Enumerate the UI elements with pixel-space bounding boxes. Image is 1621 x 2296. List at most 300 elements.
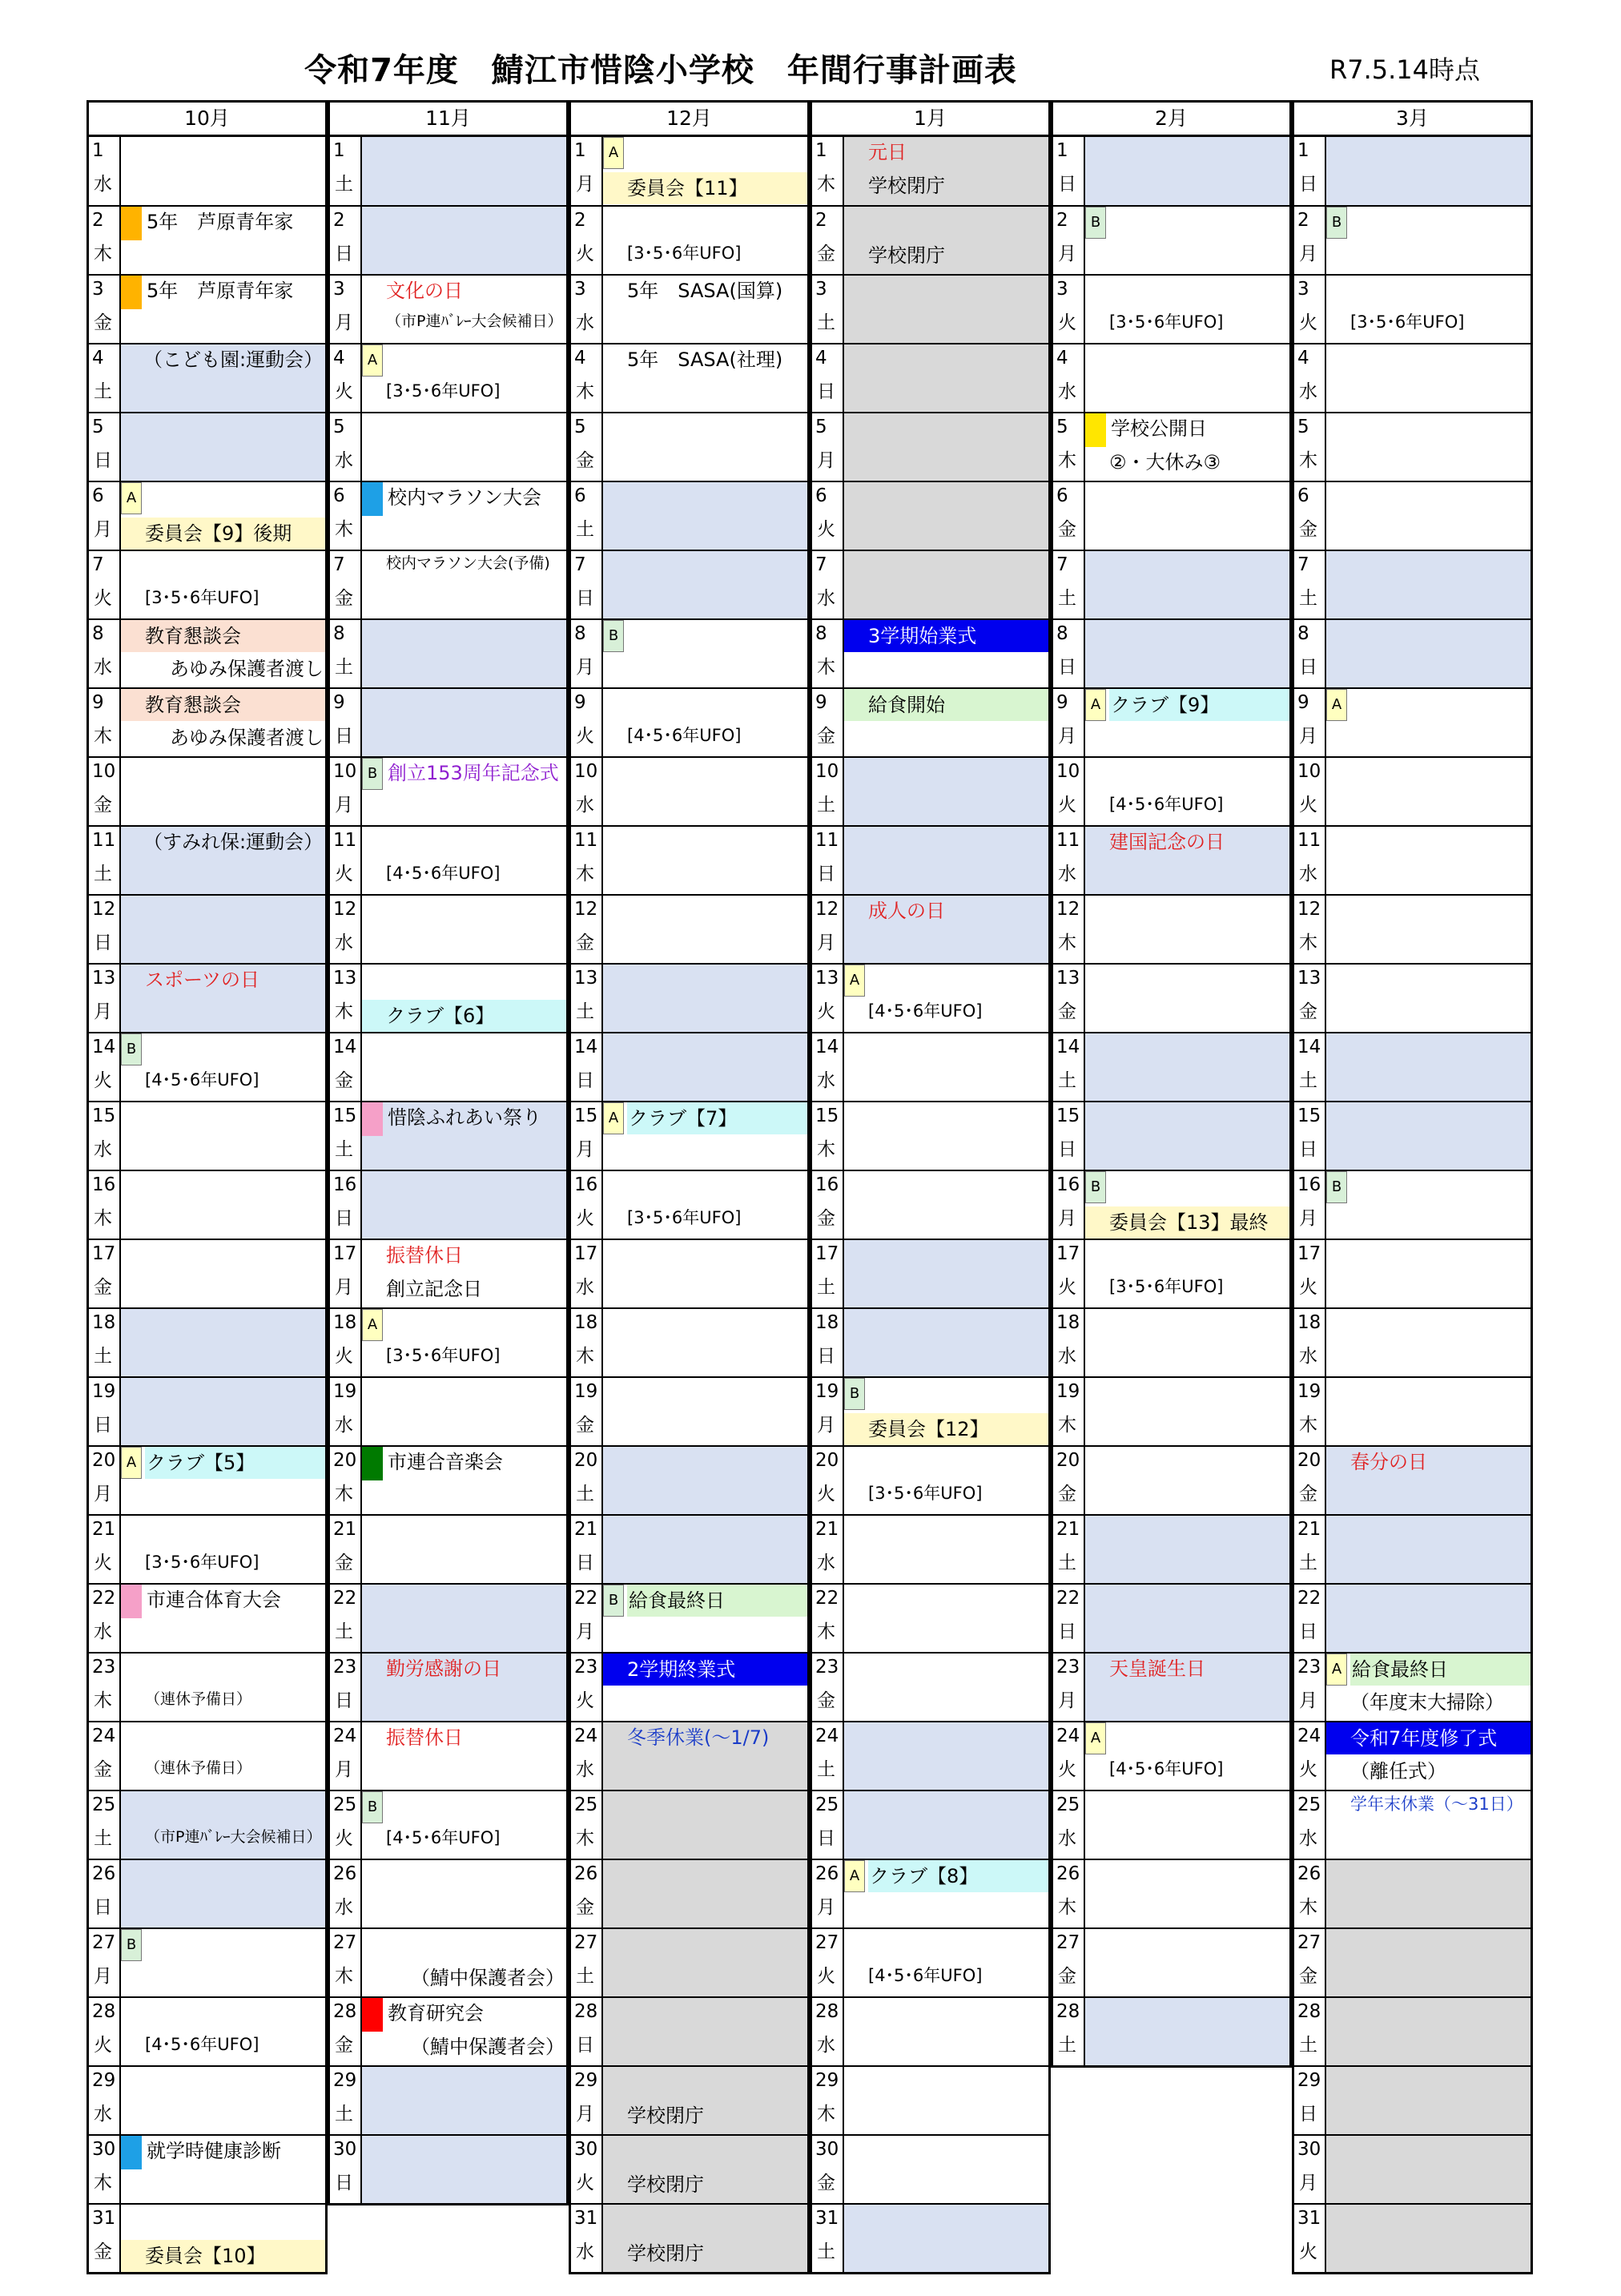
event-text: [4･5･6年UFO] <box>868 1966 983 1985</box>
day-number: 17 <box>574 1243 598 1264</box>
day-content <box>603 965 807 1032</box>
day-number: 31 <box>1297 2208 1321 2229</box>
day-label <box>571 1102 603 1170</box>
event-text: （市P連ﾊﾞﾚｰ大会候補日） <box>145 1828 322 1846</box>
day-number: 11 <box>574 830 598 851</box>
day-label <box>1294 482 1326 550</box>
day-row <box>89 343 325 412</box>
month-column-3 <box>569 100 810 2265</box>
day-number: 25 <box>333 1795 357 1815</box>
day-number: 2 <box>574 210 586 231</box>
day-row <box>89 1927 325 1996</box>
day-number: 25 <box>1056 1795 1080 1815</box>
weekday: 木 <box>335 1001 353 1022</box>
day-content <box>603 896 807 963</box>
group-marker-a: A <box>362 1309 383 1341</box>
weekday: 土 <box>817 2242 835 2262</box>
weekday: 金 <box>817 1208 835 1229</box>
day-row <box>330 137 566 205</box>
day-label <box>1053 137 1085 205</box>
weekday: 日 <box>817 864 835 884</box>
day-content <box>362 1929 566 1996</box>
day-label <box>571 551 603 618</box>
day-number: 9 <box>333 692 345 713</box>
day-number: 6 <box>574 485 586 506</box>
day-row <box>812 1583 1048 1652</box>
day-row <box>1053 412 1289 481</box>
day-content <box>844 276 1048 343</box>
weekday: 水 <box>1058 864 1076 884</box>
day-label <box>330 1033 362 1101</box>
day-label <box>89 207 121 274</box>
day-row <box>89 687 325 756</box>
day-number: 30 <box>1297 2139 1321 2160</box>
day-row <box>1053 618 1289 687</box>
weekday: 日 <box>1299 174 1317 195</box>
event-text: 校内マラソン大会(予備) <box>386 554 550 572</box>
day-content <box>1326 2205 1530 2272</box>
day-label <box>812 2136 844 2203</box>
day-row <box>89 1101 325 1170</box>
day-content <box>362 965 566 1032</box>
day-content <box>844 1722 1048 1790</box>
weekday: 金 <box>94 1277 112 1298</box>
day-label <box>89 344 121 412</box>
event-text: （年度末大掃除） <box>1350 1691 1504 1714</box>
day-content <box>844 207 1048 274</box>
day-number: 16 <box>815 1174 839 1195</box>
day-number: 7 <box>92 554 104 575</box>
day-label <box>1053 1998 1085 2065</box>
group-marker-a: A <box>844 1860 865 1892</box>
event-text: [3･5･6年UFO] <box>145 1553 259 1572</box>
day-content <box>362 1654 566 1721</box>
day-number: 9 <box>1056 692 1068 713</box>
day-content <box>1085 1998 1289 2065</box>
day-label <box>1294 1171 1326 1239</box>
day-label <box>330 827 362 894</box>
day-label <box>1294 1860 1326 1927</box>
day-label <box>89 689 121 756</box>
day-label <box>1294 1378 1326 1445</box>
day-label <box>812 551 844 618</box>
event-color-tag <box>1085 413 1106 447</box>
day-content <box>844 1102 1048 1170</box>
weekday: 木 <box>576 1828 594 1849</box>
day-content <box>603 1447 807 1514</box>
day-number: 23 <box>333 1657 357 1678</box>
day-content <box>362 2136 566 2203</box>
weekday: 木 <box>576 1346 594 1367</box>
day-row <box>89 963 325 1032</box>
day-content <box>362 1240 566 1307</box>
day-label <box>89 1998 121 2065</box>
day-content <box>1085 207 1289 274</box>
day-row <box>1294 1721 1530 1790</box>
day-row <box>571 894 807 963</box>
day-row <box>1294 1790 1530 1859</box>
event-text: 成人の日 <box>868 900 945 922</box>
day-label <box>571 1585 603 1652</box>
day-number: 23 <box>1297 1657 1321 1678</box>
day-content <box>1085 1171 1289 1239</box>
day-content <box>1326 1102 1530 1170</box>
day-number: 18 <box>1297 1312 1321 1333</box>
day-number: 3 <box>1297 279 1309 300</box>
day-label <box>330 1929 362 1996</box>
day-number: 5 <box>92 417 104 437</box>
day-row <box>1053 1376 1289 1445</box>
day-label <box>1294 965 1326 1032</box>
weekday: 日 <box>335 2173 353 2193</box>
day-row <box>1294 1032 1530 1101</box>
day-row <box>330 1307 566 1376</box>
day-row <box>89 274 325 343</box>
day-label <box>89 2136 121 2203</box>
day-label <box>1294 1516 1326 1583</box>
day-row <box>1053 894 1289 963</box>
day-label <box>89 2067 121 2134</box>
day-row <box>330 1996 566 2065</box>
day-content <box>844 896 1048 963</box>
day-row <box>330 825 566 894</box>
day-number: 4 <box>92 348 104 369</box>
day-row <box>1053 274 1289 343</box>
event-text: [3･5･6年UFO] <box>145 588 259 607</box>
weekday: 土 <box>817 795 835 816</box>
weekday: 水 <box>94 1139 112 1160</box>
day-content <box>603 2067 807 2134</box>
weekday: 木 <box>335 519 353 540</box>
event-text: 委員会【9】後期 <box>121 518 325 550</box>
day-number: 26 <box>333 1863 357 1884</box>
weekday: 木 <box>817 1621 835 1642</box>
day-label <box>1294 1722 1326 1790</box>
weekday: 日 <box>1299 1139 1317 1160</box>
day-row <box>571 481 807 550</box>
day-label <box>330 689 362 756</box>
weekday: 木 <box>1058 1415 1076 1436</box>
day-row <box>89 1996 325 2065</box>
day-number: 1 <box>92 140 104 161</box>
day-row <box>1294 205 1530 274</box>
day-number: 20 <box>92 1450 116 1471</box>
day-content <box>121 1516 325 1583</box>
weekday: 月 <box>576 1621 594 1642</box>
day-content <box>121 1791 325 1859</box>
day-number: 13 <box>815 968 839 989</box>
day-row <box>812 1514 1048 1583</box>
day-content <box>121 689 325 756</box>
day-row <box>812 894 1048 963</box>
event-color-tag <box>362 1447 383 1480</box>
day-number: 16 <box>1056 1174 1080 1195</box>
day-row <box>89 1307 325 1376</box>
day-row <box>89 1721 325 1790</box>
day-label <box>330 1240 362 1307</box>
day-number: 12 <box>333 899 357 920</box>
day-number: 10 <box>815 761 839 782</box>
weekday: 月 <box>1299 2173 1317 2193</box>
weekday: 水 <box>94 2104 112 2125</box>
day-label <box>330 207 362 274</box>
day-label <box>1294 1240 1326 1307</box>
day-label <box>812 137 844 205</box>
day-number: 2 <box>815 210 827 231</box>
day-content <box>362 1585 566 1652</box>
event-text: 振替休日 <box>386 1244 463 1267</box>
day-row <box>1294 1101 1530 1170</box>
day-content <box>121 1309 325 1376</box>
weekday: 火 <box>94 1553 112 1573</box>
day-label <box>89 965 121 1032</box>
day-content <box>603 1929 807 1996</box>
day-content <box>603 1722 807 1790</box>
day-content <box>1085 758 1289 825</box>
group-marker-a: A <box>1326 689 1347 721</box>
event-text: クラブ【6】 <box>362 1000 566 1032</box>
day-label <box>571 344 603 412</box>
day-content <box>1326 1033 1530 1101</box>
day-number: 22 <box>574 1588 598 1609</box>
event-text: [4･5･6年UFO] <box>386 864 501 883</box>
day-number: 29 <box>815 2070 839 2091</box>
event-text: 春分の日 <box>1350 1451 1427 1473</box>
day-number: 16 <box>574 1174 598 1195</box>
day-number: 20 <box>1297 1450 1321 1471</box>
day-label <box>1294 1102 1326 1170</box>
event-text: 教育懇談会 <box>121 620 325 652</box>
day-row <box>1294 894 1530 963</box>
day-label <box>89 1240 121 1307</box>
day-number: 8 <box>333 623 345 644</box>
day-row <box>330 1721 566 1790</box>
day-content <box>1085 1654 1289 1721</box>
weekday: 月 <box>335 1277 353 1298</box>
weekday: 水 <box>576 2242 594 2262</box>
event-text: 市連合体育大会 <box>147 1589 281 1611</box>
weekday: 土 <box>1058 2035 1076 2056</box>
day-content <box>1326 1929 1530 1996</box>
day-content <box>1326 1171 1530 1239</box>
event-text: 5年 芦原青年家 <box>147 211 294 233</box>
weekday: 金 <box>1058 519 1076 540</box>
weekday: 金 <box>335 2035 353 2056</box>
day-label <box>1053 1378 1085 1445</box>
day-number: 3 <box>333 279 345 300</box>
day-content <box>362 620 566 687</box>
day-number: 24 <box>92 1726 116 1746</box>
group-marker-a: A <box>121 482 142 514</box>
month-column-5 <box>1051 100 1292 2056</box>
event-text: 振替休日 <box>386 1726 463 1749</box>
day-label <box>571 1791 603 1859</box>
weekday: 水 <box>817 1070 835 1091</box>
day-content <box>362 1791 566 1859</box>
weekday: 土 <box>576 519 594 540</box>
event-color-tag <box>362 1998 383 2032</box>
month-header: 3月 <box>1292 100 1533 137</box>
weekday: 土 <box>335 1139 353 1160</box>
weekday: 火 <box>94 588 112 609</box>
day-row <box>330 1583 566 1652</box>
day-row <box>1053 205 1289 274</box>
weekday: 月 <box>1299 1208 1317 1229</box>
weekday: 水 <box>576 795 594 816</box>
day-content <box>121 344 325 412</box>
day-label <box>571 2136 603 2203</box>
day-row <box>1294 1307 1530 1376</box>
weekday: 土 <box>94 1828 112 1849</box>
day-row <box>812 550 1048 618</box>
day-row <box>571 2203 807 2272</box>
day-number: 26 <box>815 1863 839 1884</box>
weekday: 火 <box>1299 1759 1317 1780</box>
day-label <box>1053 1033 1085 1101</box>
day-label <box>571 1998 603 2065</box>
day-row <box>1294 1927 1530 1996</box>
day-number: 7 <box>815 554 827 575</box>
weekday: 土 <box>335 657 353 678</box>
weekday: 木 <box>1299 1415 1317 1436</box>
day-row <box>89 1514 325 1583</box>
day-label <box>812 413 844 481</box>
day-content <box>362 1722 566 1790</box>
day-number: 30 <box>815 2139 839 2160</box>
day-content <box>1326 1309 1530 1376</box>
day-row <box>89 1445 325 1514</box>
weekday: 木 <box>94 1208 112 1229</box>
weekday: 木 <box>817 2104 835 2125</box>
day-row <box>1294 1445 1530 1514</box>
day-row <box>330 1790 566 1859</box>
day-row <box>1053 1721 1289 1790</box>
day-row <box>571 825 807 894</box>
day-label <box>1053 1240 1085 1307</box>
day-row <box>1053 1445 1289 1514</box>
day-number: 10 <box>574 761 598 782</box>
day-label <box>571 620 603 687</box>
day-label <box>1053 965 1085 1032</box>
event-text: [4･5･6年UFO] <box>868 1001 983 1021</box>
day-content <box>844 1654 1048 1721</box>
day-number: 28 <box>574 2001 598 2022</box>
day-row <box>89 2134 325 2203</box>
day-content <box>362 137 566 205</box>
weekday: 火 <box>817 1966 835 1987</box>
month-header: 1月 <box>810 100 1051 137</box>
day-content <box>1085 482 1289 550</box>
day-row <box>812 687 1048 756</box>
event-text: 委員会【11】 <box>603 172 807 204</box>
weekday: 火 <box>1058 1759 1076 1780</box>
day-content <box>844 1171 1048 1239</box>
day-number: 18 <box>815 1312 839 1333</box>
day-label <box>1053 1654 1085 1721</box>
day-row <box>571 1239 807 1307</box>
day-label <box>812 1240 844 1307</box>
event-text: [3･5･6年UFO] <box>1109 312 1224 332</box>
day-row <box>330 343 566 412</box>
day-content <box>844 965 1048 1032</box>
day-label <box>571 1447 603 1514</box>
weekday: 火 <box>335 1828 353 1849</box>
day-row <box>89 481 325 550</box>
day-content <box>603 689 807 756</box>
day-content <box>362 276 566 343</box>
day-content <box>1326 1860 1530 1927</box>
day-row <box>812 1239 1048 1307</box>
weekday: 土 <box>1299 1553 1317 1573</box>
weekday: 金 <box>335 1553 353 1573</box>
day-number: 1 <box>815 140 827 161</box>
day-row <box>1053 1859 1289 1927</box>
day-number: 15 <box>815 1106 839 1126</box>
weekday: 金 <box>1058 1966 1076 1987</box>
event-text: 委員会【13】最終 <box>1085 1206 1289 1239</box>
day-number: 19 <box>1056 1381 1080 1402</box>
day-number: 16 <box>1297 1174 1321 1195</box>
day-content <box>844 413 1048 481</box>
day-label <box>89 276 121 343</box>
weekday: 土 <box>1058 588 1076 609</box>
day-label <box>330 1998 362 2065</box>
day-label <box>89 1791 121 1859</box>
day-content <box>121 276 325 343</box>
day-content <box>844 1447 1048 1514</box>
day-content <box>1326 1240 1530 1307</box>
day-content <box>121 620 325 687</box>
day-number: 14 <box>92 1037 116 1057</box>
event-text: 学校閉庁 <box>868 175 945 197</box>
event-text: （市P連ﾊﾞﾚｰ大会候補日） <box>386 312 563 330</box>
day-number: 20 <box>574 1450 598 1471</box>
day-content <box>1085 1791 1289 1859</box>
day-label <box>812 965 844 1032</box>
event-text: 創立記念日 <box>386 1278 482 1300</box>
day-row <box>812 1101 1048 1170</box>
day-content <box>121 1033 325 1101</box>
day-label <box>89 137 121 205</box>
day-row <box>571 2065 807 2134</box>
weekday: 日 <box>94 932 112 953</box>
day-row <box>571 550 807 618</box>
day-content <box>603 551 807 618</box>
weekday: 木 <box>1299 1897 1317 1918</box>
day-label <box>1294 276 1326 343</box>
day-row <box>89 412 325 481</box>
day-row <box>1053 1032 1289 1101</box>
day-label <box>812 1860 844 1927</box>
day-row <box>571 137 807 205</box>
day-label <box>571 1722 603 1790</box>
day-number: 19 <box>333 1381 357 1402</box>
day-number: 24 <box>815 1726 839 1746</box>
weekday: 火 <box>817 1484 835 1504</box>
weekday: 火 <box>1299 1277 1317 1298</box>
day-content <box>362 1378 566 1445</box>
day-number: 21 <box>815 1519 839 1540</box>
group-marker-a: A <box>844 965 865 997</box>
day-row <box>571 205 807 274</box>
weekday: 日 <box>576 2035 594 2056</box>
day-label <box>89 827 121 894</box>
day-content <box>844 758 1048 825</box>
day-row <box>571 1101 807 1170</box>
day-row <box>89 137 325 205</box>
day-number: 26 <box>1056 1863 1080 1884</box>
event-text: ②・大休み③ <box>1109 451 1221 473</box>
